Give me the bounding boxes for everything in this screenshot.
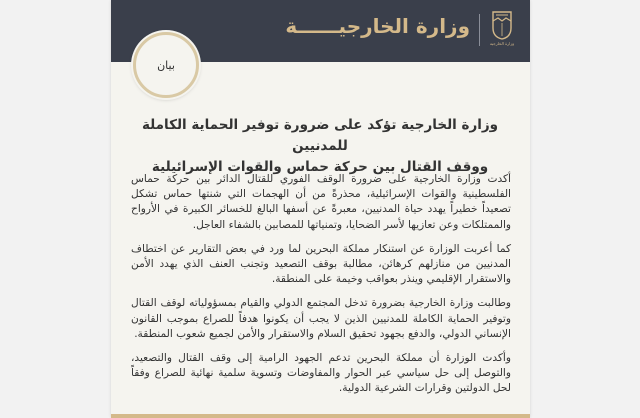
statement-card <box>111 0 530 418</box>
statement-badge: بيان <box>133 32 199 98</box>
statement-body <box>131 172 511 406</box>
paragraph-1: أكدت وزارة الخارجية على ضرورة الوقف الفوري للقتال الدائر بين حركة حماس الفلسطينية والقوات الإسرائيلية، محذرةً من أن الهجمات التي شنتها حماس تشكل تصعيداً خطيراً يهدد حياة المدنيين، معبرةً عن أسفها البالغ للخسائر الكبيرة في الأرواح والممتلكات وعن تعازيها لأسر الضحايا، وتمنياتها للمصابين بالشفاء العاجل. <box>131 173 511 231</box>
logo-caption: وزارة الخارجية <box>489 41 515 46</box>
paragraph-4: وأكدت الوزارة أن مملكة البحرين تدعم الجهود الرامية إلى وقف القتال والتصعيد، والتوصل إلى حل سياسي عبر الحوار والمفاوضات وتسوية سلمية نهائية للصراع وفقاً لحل الدولتين وقرارات الشرعية الدولية. <box>131 352 511 395</box>
headline <box>135 115 505 178</box>
paragraph-2: كما أعربت الوزارة عن استنكار مملكة البحرين لما ورد في بعض التقارير عن اختطاف المدنيين من منازلهم كرهائن، مطالبة بوقف التصعيد وتجنب العنف الذي يهدد الأمن والاستقرار الإقليمي وينذر بعواقب وخيمة على المنطقة. <box>131 242 511 286</box>
headline-line-2: ووقف القتال بين حركة حماس والقوات الإسرائيلية <box>151 159 489 175</box>
paragraph-3: وطالبت وزارة الخارجية بضرورة تدخل المجتمع الدولي والقيام بمسؤولياته لوقف القتال وتوفير الحماية الكاملة للمدنيين الذين لا يجب أن يكونوا هدفاً للصراع بموجب القانون الإنساني الدولي، والدفع بجهود تحقيق السلام والاستقرار والأمن لجميع شعوب المنطقة. <box>131 297 511 340</box>
bottom-accent-bar <box>111 414 530 418</box>
header-divider <box>479 14 480 46</box>
bahrain-emblem-icon <box>488 10 516 50</box>
headline-line-1: وزارة الخارجية تؤكد على ضرورة توفير الحماية الكاملة للمدنيين <box>141 117 499 154</box>
ministry-name: وزارة الخارجيــــــة <box>285 14 470 38</box>
